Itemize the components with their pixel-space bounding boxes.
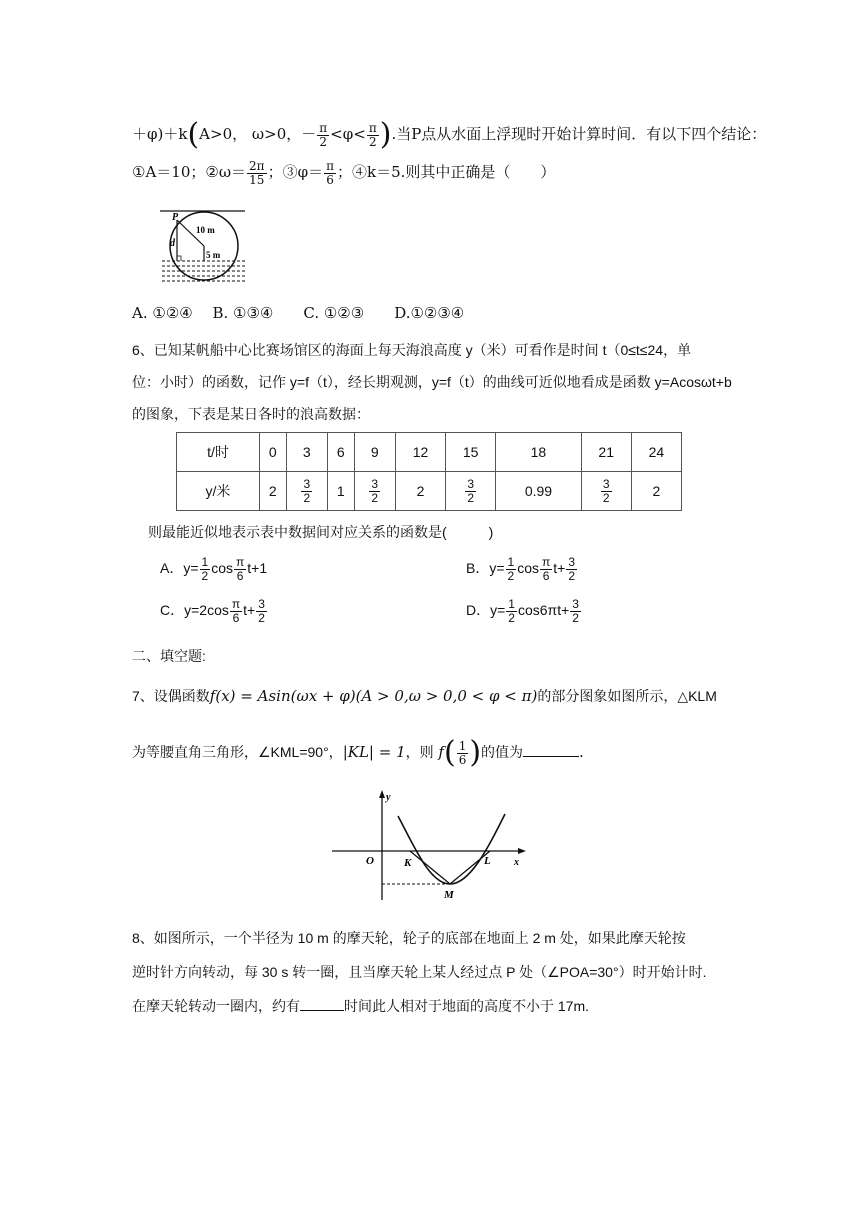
opt-c-pre: C．y=2cos — [160, 601, 229, 618]
opt-b-post: t+ — [553, 559, 566, 576]
opt-a-pre: A．y= — [160, 559, 199, 576]
label-l: L — [484, 855, 491, 867]
answer-blank-q8[interactable] — [300, 1010, 344, 1011]
q5-line2 — [132, 160, 555, 186]
answer-blank-q7[interactable] — [523, 756, 579, 757]
q5-line1 — [132, 117, 767, 152]
table-cell — [286, 472, 327, 511]
q6-question: 则最能近似地表示表中数据间对应关系的函数是( ) — [148, 524, 494, 540]
q7-line2-a: 为等腰直角三角形，∠KML=90°， — [132, 744, 343, 760]
opt-a-post: t+1 — [247, 559, 268, 576]
header-t: t/时 — [177, 433, 260, 472]
frac-3-2: $\frac{3}{2}$ — [572, 597, 579, 625]
table-cell: 21 — [581, 433, 631, 472]
frac-pi-over-2: $\frac{\pi}{2}$ — [319, 120, 328, 149]
fraction-value: $\frac{3}{2}$ — [467, 476, 474, 505]
frac-phi: $\frac{\pi}{6}$ — [326, 159, 334, 187]
right-paren: ) — [379, 117, 392, 152]
q7-line2 — [132, 735, 584, 770]
table-cell: 2 — [260, 472, 287, 511]
cond-lt-2: < — [353, 125, 366, 143]
cond-a: A>0， — [199, 125, 248, 143]
table-cell: 2 — [395, 472, 445, 511]
cond-minus: － — [301, 125, 317, 143]
q7-suffix: 的部分图象如图所示，△KLM — [537, 688, 717, 704]
cond-lt-1: < — [330, 125, 343, 143]
table-cell: 2 — [631, 472, 681, 511]
fraction-value: $\frac{3}{2}$ — [303, 476, 311, 505]
table-cell: 24 — [631, 433, 681, 472]
opt-b-cos: cos — [517, 559, 539, 576]
label-p: P — [172, 212, 179, 223]
frac-1-6: $\frac{1}{6}$ — [458, 738, 467, 767]
frac-1-2: $\frac{1}{2}$ — [201, 555, 209, 583]
table-cell: 0 — [260, 433, 287, 472]
frac-1-2: $\frac{1}{2}$ — [507, 555, 515, 583]
frac-3-2: $\frac{3}{2}$ — [258, 597, 265, 625]
label-k: K — [404, 857, 412, 869]
q6-option-a — [160, 556, 267, 582]
q7-kl: |KL| = 1 — [342, 743, 406, 761]
q6-line3: 的图象，下表是某日各时的浪高数据： — [132, 406, 370, 422]
frac-pi-6: $\frac{\pi}{6}$ — [231, 597, 241, 625]
q7-line2-b: ，则 — [405, 744, 434, 760]
table-cell: 0.99 — [496, 472, 581, 511]
table-cell — [354, 472, 395, 511]
q5-line1-suffix: .当P点从水面上浮现时开始计算时间．有以下四个结论： — [391, 125, 767, 143]
table-row — [177, 433, 682, 472]
table-cell — [581, 472, 631, 511]
q6-option-d — [466, 598, 582, 624]
q7-f: f — [438, 743, 444, 761]
q5-s1: ①A＝10；②ω＝ — [132, 163, 247, 182]
table-cell: 18 — [496, 433, 581, 472]
q6-line1: 6、已知某帆船中心比赛场馆区的海面上每天海浪高度 y（米）可看作是时间 t（0≤t≤24，单 — [132, 342, 692, 358]
label-y-axis: y — [386, 792, 391, 803]
q7-function-graph — [330, 788, 530, 906]
table-cell: 1 — [327, 472, 354, 511]
frac-pi-6: $\frac{\pi}{6}$ — [542, 555, 551, 583]
fraction-value: $\frac{3}{2}$ — [602, 476, 610, 505]
fraction-value: $\frac{3}{2}$ — [371, 476, 379, 505]
cond-phi: φ — [342, 125, 354, 143]
label-m: M — [444, 889, 454, 901]
table-cell: 12 — [395, 433, 445, 472]
frac-1-2: $\frac{1}{2}$ — [508, 597, 515, 625]
q7-line2-c: 的值为 — [481, 744, 524, 760]
frac-pi-over-2b: $\frac{\pi}{2}$ — [368, 120, 377, 149]
paren-close: ) — [469, 735, 482, 770]
label-5m: 5 m — [206, 250, 221, 260]
q5-line1-prefix: ＋φ)＋k — [132, 125, 188, 143]
table-cell — [446, 472, 496, 511]
q7-prefix: 7、设偶函数 — [132, 688, 210, 704]
cond-omega: ω>0， — [251, 125, 302, 143]
table-cell: 3 — [286, 433, 327, 472]
table-cell: 6 — [327, 433, 354, 472]
q6-option-b — [466, 556, 578, 582]
q6-line2: 位：小时）的函数，记作 y=f（t），经长期观测，y=f（t）的曲线可近似地看成是函数 y=Acosωt+b — [132, 374, 732, 390]
opt-c-post: t+ — [243, 601, 256, 618]
frac-omega: $\frac{2\pi}{15}$ — [249, 159, 265, 187]
opt-a-cos: cos — [211, 559, 233, 576]
opt-b-pre: B．y= — [466, 559, 505, 576]
q5-options: A. ①②④ B. ①③④ C. ①②③ D.①②③④ — [132, 304, 465, 322]
q8-line2: 逆时针方向转动，每 30 s 转一圈，且当摩天轮上某人经过点 P 处（∠POA=30°）时开始计时. — [132, 964, 707, 980]
frac-pi-6: $\frac{\pi}{6}$ — [236, 555, 245, 583]
table-row — [177, 472, 682, 511]
table-cell: 9 — [354, 433, 395, 472]
q8-line1: 8、如图所示，一个半径为 10 m 的摩天轮，轮子的底部在地面上 2 m 处，如果此摩天轮按 — [132, 930, 686, 946]
label-origin: O — [366, 855, 374, 867]
label-10m: 10 m — [196, 225, 215, 235]
label-x-axis: x — [514, 857, 519, 868]
wave-height-table — [176, 432, 682, 511]
q5-s2: ；③φ＝ — [267, 163, 324, 182]
q6-option-c — [160, 598, 268, 624]
q5-s3: ；④k＝5.则其中正确是（ ） — [336, 163, 556, 182]
q5-water-wheel-figure — [160, 206, 250, 288]
left-paren: ( — [187, 117, 200, 152]
table-cell: 15 — [446, 433, 496, 472]
q8-line3-b: 时间此人相对于地面的高度不小于 17m. — [344, 998, 590, 1014]
opt-d-post: cos6πt+ — [517, 601, 570, 618]
q8-line3-a: 在摩天轮转动一圈内，约有 — [132, 998, 300, 1014]
header-y: y/米 — [177, 472, 260, 511]
paren-open: ( — [443, 735, 456, 770]
opt-d-pre: D．y= — [466, 601, 506, 618]
frac-3-2: $\frac{3}{2}$ — [568, 555, 576, 583]
q7-function: f(x) = Asin(ωx + φ)(A > 0,ω > 0,0 < φ < π) — [209, 687, 538, 705]
label-d: d — [170, 238, 175, 249]
section-title-fill-in: 二、填空题: — [132, 648, 206, 664]
q8-line3 — [132, 996, 589, 1016]
q7-line1 — [132, 686, 717, 706]
q7-period: . — [579, 743, 584, 761]
